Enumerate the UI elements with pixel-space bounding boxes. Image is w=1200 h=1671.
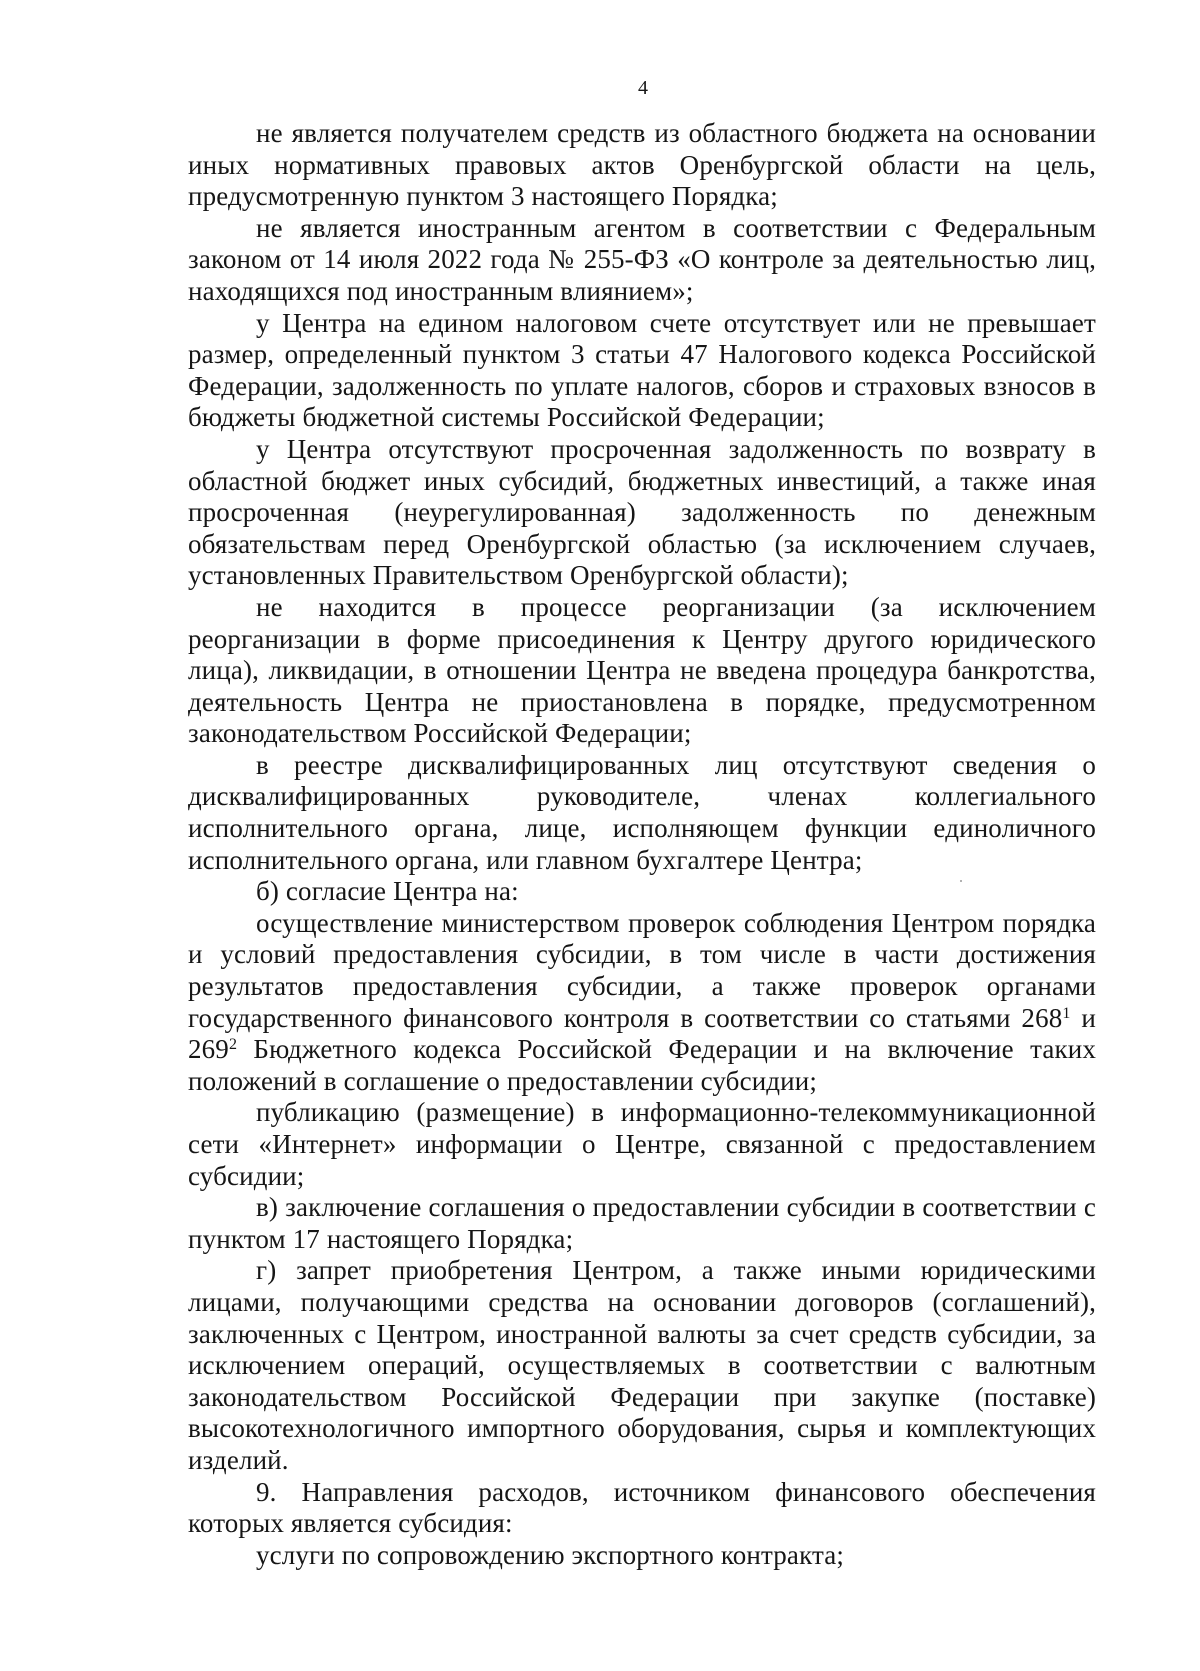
article-269-superscript: 2 <box>228 1036 238 1054</box>
paragraph-export-contract-services: услуги по сопровождению экспортного контракта; <box>256 1539 845 1570</box>
inspections-text-middle: и 269 <box>188 1002 1096 1065</box>
paragraph-tax-debt: у Центра на едином налоговом счете отсутствует или не превышает размер, определенный пунктом 3 статьи 47 Налогового кодекса Российской Федерации, задолженность по уплате налогов, сборов и страховых взносов в бюджеты бюджетной системы Российской Федерации; <box>188 307 1096 433</box>
document-body <box>188 118 1096 1571</box>
paragraph-inspections-consent <box>188 908 1096 1098</box>
page-number: 4 <box>638 77 648 99</box>
inspections-text-start: осуществление министерством проверок соблюдения Центром порядка и условий предоставления субсидии, в том числе в части достижения результатов предоставления субсидии, а также проверок органами государственного финансового контроля в соответствии со статьями 268 <box>188 907 1096 1033</box>
paragraph-not-foreign-agent: не является иностранным агентом в соответствии с Федеральным законом от 14 июля 2022 года № 255-ФЗ «О контроле за деятельностью лиц, находящихся под иностранным влиянием»; <box>188 212 1096 306</box>
paragraph-publication-consent: публикацию (размещение) в информационно-телекоммуникационной сети «Интернет» информации о Центре, связанной с предоставлением субсидии; <box>188 1097 1096 1191</box>
paragraph-overdue-debt: у Центра отсутствуют просроченная задолженность по возврату в областной бюджет иных субсидий, бюджетных инвестиций, а также иная просроченная (неурегулированная) задолженность по денежным обязательствам перед Оренбургской областью (за исключением случаев, установленных Правительством Оренбургской области); <box>188 433 1096 591</box>
paragraph-consent-heading: б) согласие Центра на: <box>256 876 519 907</box>
paragraph-not-budget-recipient: не является получателем средств из областного бюджета на основании иных нормативных правовых актов Оренбургской области на цель, предусмотренную пунктом 3 настоящего Порядка; <box>188 118 1096 212</box>
paragraph-disqualified-persons: в реестре дисквалифицированных лиц отсутствуют сведения о дисквалифицированных руководителе, членах коллегиального исполнительного органа, лице, исполняющем функции единоличного исполнительного органа, или главном бухгалтере Центра; <box>188 749 1096 875</box>
paragraph-agreement: в) заключение соглашения о предоставлении субсидии в соответствии с пунктом 17 настоящего Порядка; <box>188 1192 1096 1254</box>
paragraph-reorganization: не находится в процессе реорганизации (за исключением реорганизации в форме присоединения к Центру другого юридического лица), ликвидации, в отношении Центра не введена процедура банкротства, деятельность Центра не приостановлена в порядке, предусмотренном законодательством Российской Федерации; <box>188 591 1096 749</box>
scan-speck <box>960 880 962 882</box>
paragraph-expense-directions: 9. Направления расходов, источником финансового обеспечения которых является субсидия: <box>188 1476 1096 1539</box>
article-268-superscript: 1 <box>1062 1004 1071 1022</box>
inspections-text-end: Бюджетного кодекса Российской Федерации и на включение таких положений в соглашение о предоставлении субсидии; <box>188 1034 1096 1096</box>
paragraph-currency-ban: г) запрет приобретения Центром, а также иными юридическими лицами, получающими средства на основании договоров (соглашений), заключенных с Центром, иностранной валюты за счет средств субсидии, за исключением операций, осуществляемых в соответствии с валютным законодательством Российской Федерации при закупке (поставке) высокотехнологичного импортного оборудования, сырья и комплектующих изделий. <box>188 1255 1096 1475</box>
